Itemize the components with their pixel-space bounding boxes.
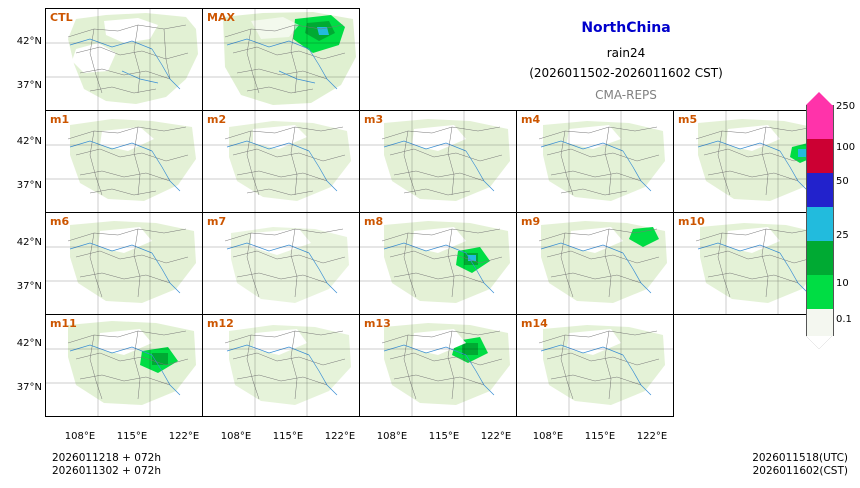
colorbar-segment-25 (806, 207, 834, 241)
panel-label: m5 (678, 113, 698, 126)
panel-row (45, 111, 831, 213)
colorbar-segment-250 (806, 105, 834, 139)
x-tick-label: 122°E (324, 431, 356, 442)
map-panel-m6[interactable] (45, 212, 203, 315)
panel-label: m2 (207, 113, 227, 126)
panel-row (45, 315, 831, 417)
colorbar-tick-100: 100 (836, 142, 856, 153)
map-panel-m9[interactable] (516, 212, 674, 315)
panel-label: CTL (50, 11, 73, 24)
panel-label: m1 (50, 113, 70, 126)
colorbar-segment-10 (806, 241, 834, 275)
y-tick-label: 42°N (16, 36, 42, 47)
map-panel-m13[interactable] (359, 314, 517, 417)
colorbar-tick-25: 25 (836, 230, 849, 241)
map-graphic (360, 315, 516, 416)
y-tick-label: 42°N (16, 136, 42, 147)
footer-left (52, 452, 161, 478)
y-tick-label: 42°N (16, 237, 42, 248)
y-tick-label: 42°N (16, 338, 42, 349)
y-tick-label: 37°N (16, 281, 42, 292)
x-tick-label: 122°E (168, 431, 200, 442)
map-panel-ctl[interactable] (45, 8, 203, 111)
x-tick-label: 122°E (636, 431, 668, 442)
map-panel-m1[interactable] (45, 110, 203, 213)
panel-label: m9 (521, 215, 541, 228)
panel-row (45, 213, 831, 315)
panel-label: m13 (364, 317, 391, 330)
y-tick-label: 37°N (16, 382, 42, 393)
colorbar-tick-50: 50 (836, 176, 849, 187)
footer-right (752, 452, 848, 478)
x-tick-label: 122°E (480, 431, 512, 442)
map-panel-m8[interactable] (359, 212, 517, 315)
map-graphic (203, 111, 359, 212)
panel-label: m8 (364, 215, 384, 228)
map-graphic (360, 213, 516, 314)
colorbar-segment-50 (806, 173, 834, 207)
panel-label: m12 (207, 317, 234, 330)
map-panel-m7[interactable] (202, 212, 360, 315)
panel-label: m14 (521, 317, 548, 330)
map-graphic (517, 213, 673, 314)
map-graphic (46, 213, 202, 314)
colorbar-bottom-arrow (806, 336, 832, 349)
map-panel-m4[interactable] (516, 110, 674, 213)
map-graphic (203, 213, 359, 314)
map-graphic (203, 315, 359, 416)
panel-label: MAX (207, 11, 235, 24)
map-panel-m11[interactable] (45, 314, 203, 417)
colorbar-tick-0.1: 0.1 (836, 314, 852, 325)
footer-right-line2: 2026011602(CST) (752, 465, 848, 477)
panel-label: m3 (364, 113, 384, 126)
colorbar (806, 92, 832, 349)
y-tick-label: 37°N (16, 180, 42, 191)
panel-grid (45, 8, 831, 417)
map-graphic (517, 111, 673, 212)
colorbar-tick-250: 250 (836, 101, 856, 112)
colorbar-top-arrow (806, 92, 832, 105)
x-tick-label: 115°E (116, 431, 148, 442)
footer-left-line2: 2026011302 + 072h (52, 465, 161, 477)
x-tick-label: 108°E (220, 431, 252, 442)
colorbar-tick-10: 10 (836, 278, 849, 289)
map-panel-m12[interactable] (202, 314, 360, 417)
map-graphic (46, 111, 202, 212)
map-panel-m14[interactable] (516, 314, 674, 417)
map-graphic (360, 111, 516, 212)
map-panel-max[interactable] (202, 8, 360, 111)
footer-right-line1: 2026011518(UTC) (752, 452, 848, 464)
y-tick-label: 37°N (16, 80, 42, 91)
map-graphic (46, 315, 202, 416)
panel-row (45, 8, 831, 111)
colorbar-segment-trace (806, 309, 834, 336)
map-graphic (46, 9, 202, 110)
panel-label: m11 (50, 317, 77, 330)
panel-label: m6 (50, 215, 70, 228)
colorbar-segment-01 (806, 275, 834, 309)
x-tick-label: 108°E (532, 431, 564, 442)
variable-label: rain24 (606, 46, 646, 60)
map-panel-m3[interactable] (359, 110, 517, 213)
x-tick-label: 115°E (272, 431, 304, 442)
map-panel-m2[interactable] (202, 110, 360, 213)
x-tick-label: 108°E (376, 431, 408, 442)
x-tick-label: 115°E (428, 431, 460, 442)
map-graphic (517, 315, 673, 416)
colorbar-segment-100 (806, 139, 834, 173)
panel-label: m4 (521, 113, 541, 126)
footer-left-line1: 2026011218 + 072h (52, 452, 161, 464)
panel-label: m7 (207, 215, 227, 228)
panel-label: m10 (678, 215, 705, 228)
model-label: CMA-REPS (595, 88, 657, 102)
period-label: (2026011502-2026011602 CST) (529, 66, 723, 80)
map-graphic (203, 9, 359, 110)
x-tick-label: 115°E (584, 431, 616, 442)
page-title: NorthChina (581, 20, 671, 36)
x-tick-label: 108°E (64, 431, 96, 442)
